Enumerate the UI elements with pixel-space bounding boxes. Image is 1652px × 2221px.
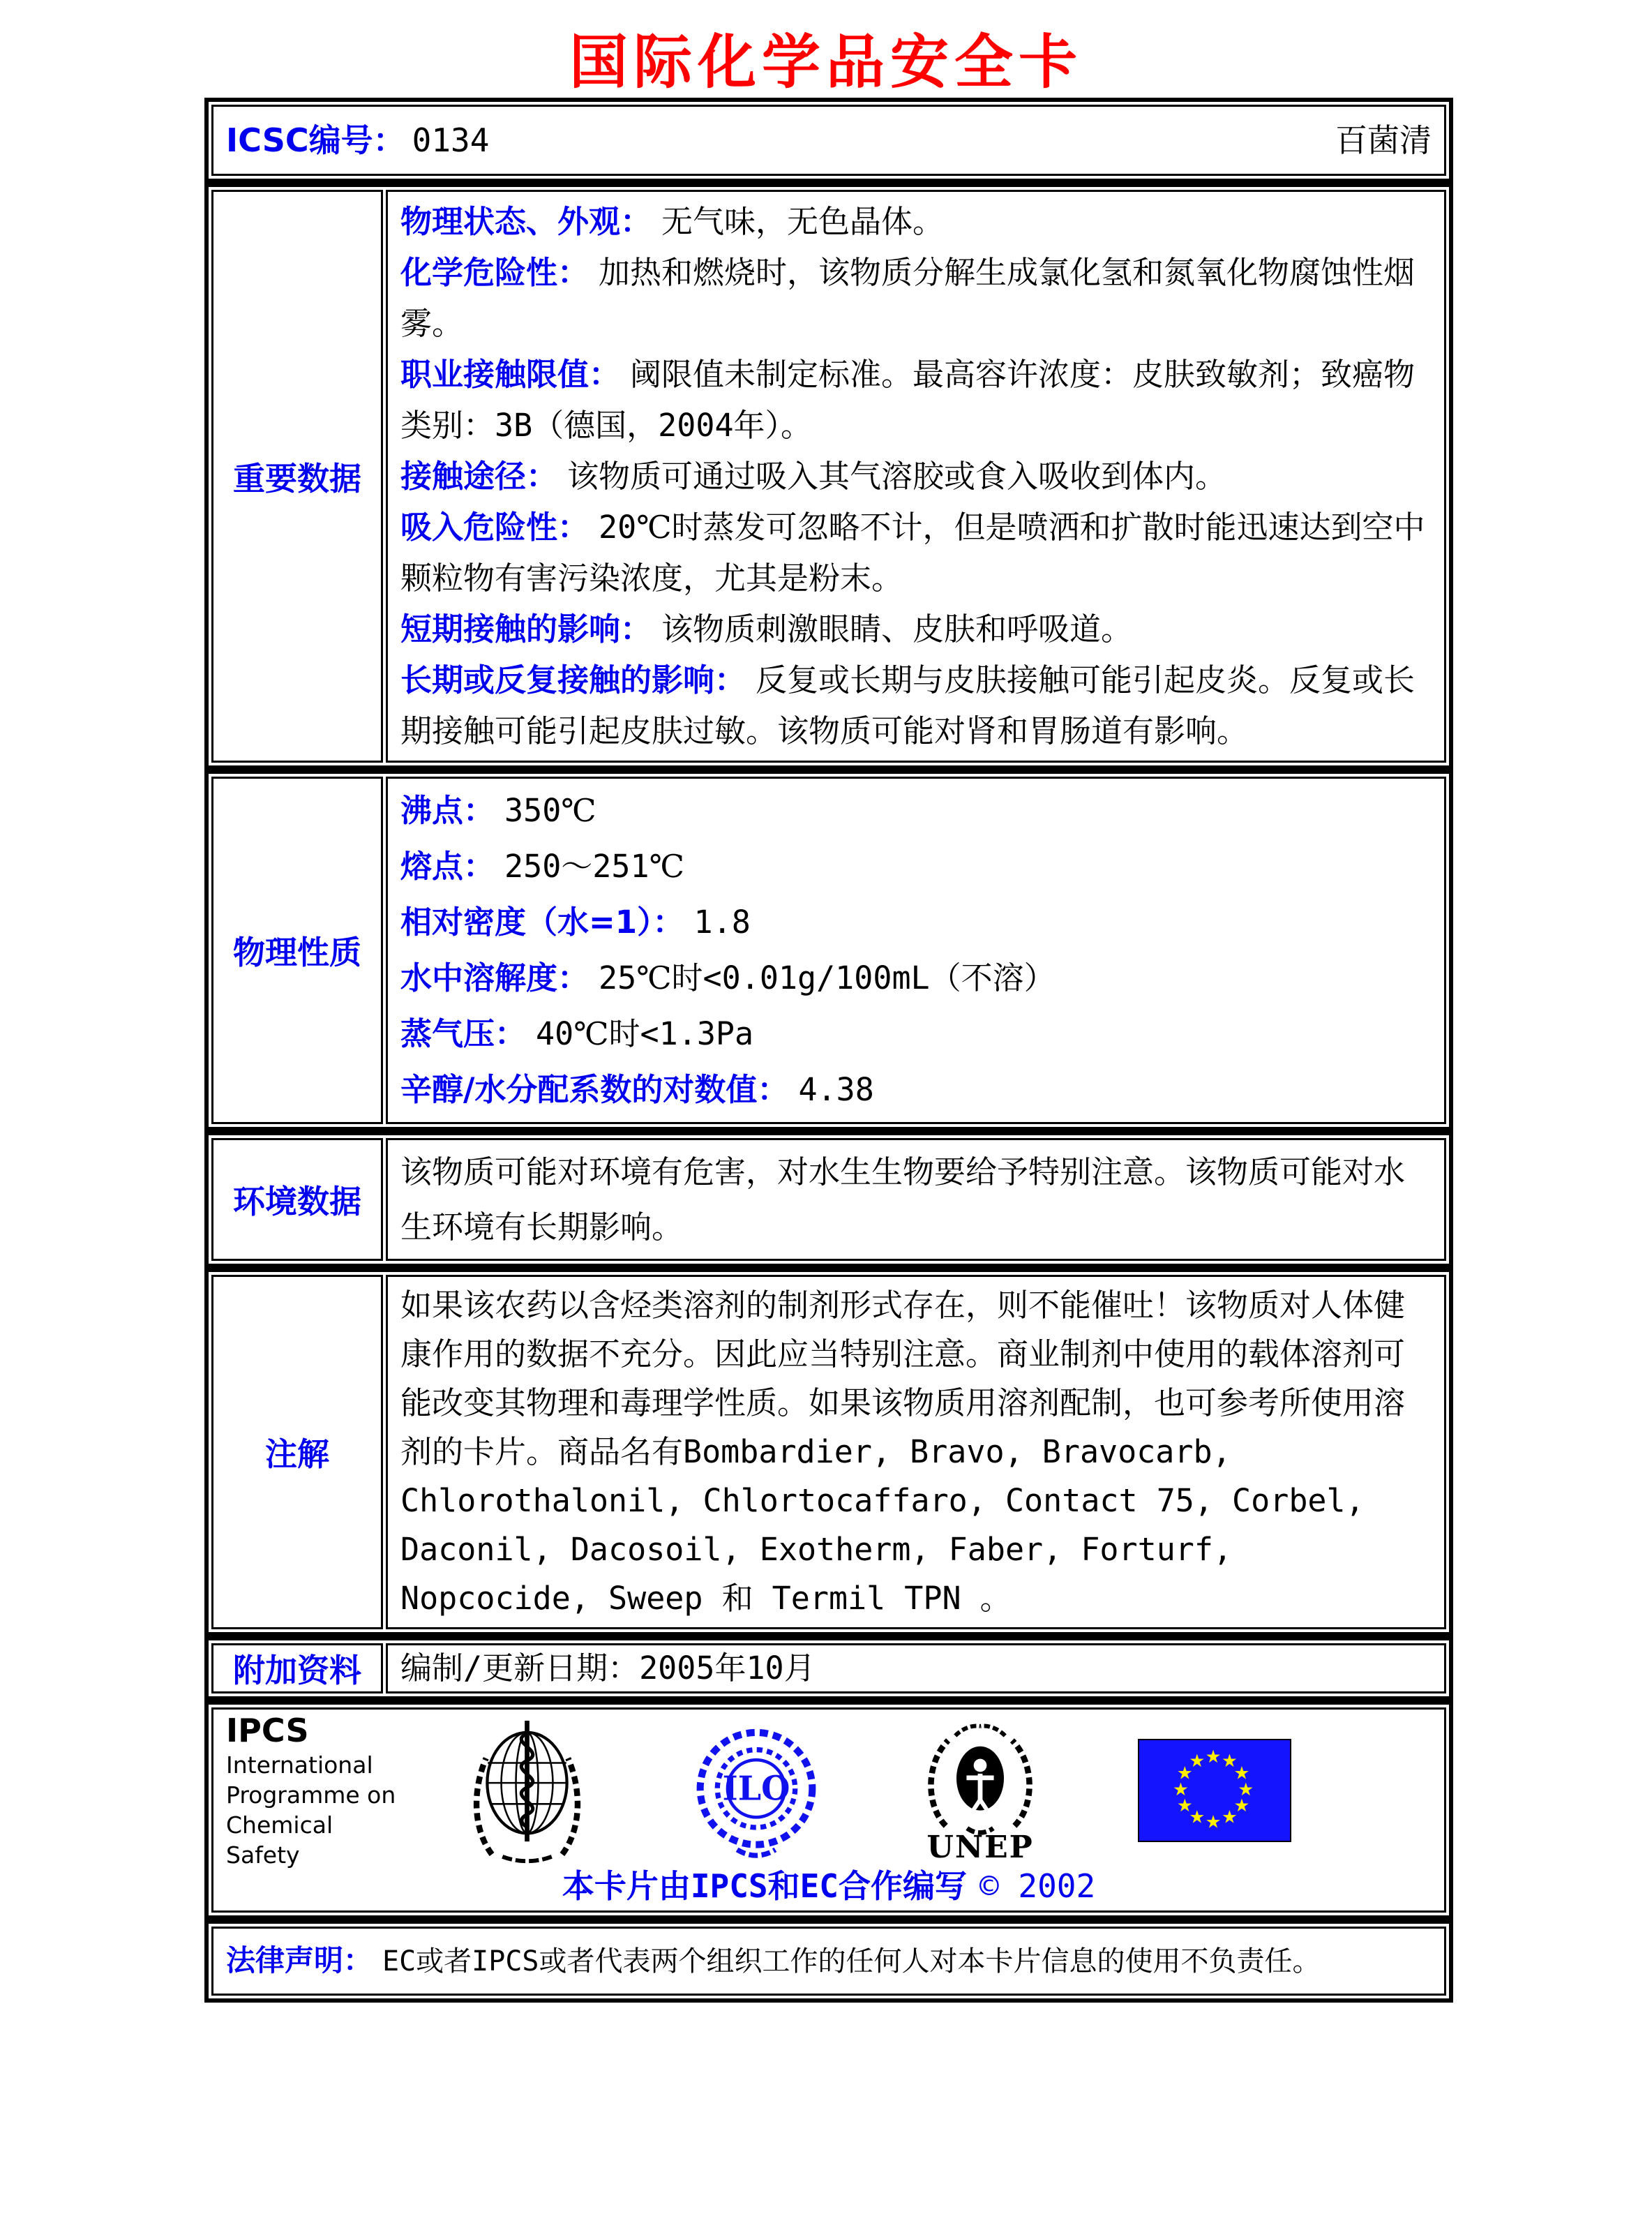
who-logo-icon <box>463 1717 592 1864</box>
physical-properties-label: 物理性质 <box>211 777 383 1124</box>
section-important-data <box>204 183 1453 770</box>
physical-property-item: 相对密度（水=1）： 1.8 <box>400 904 751 941</box>
section-header <box>204 98 1453 183</box>
important-data-item: 职业接触限值： 阈限值未制定标准。最高容许浓度：皮肤致敏剂；致癌物类别：3B（德国，2004年）。 <box>400 356 1416 444</box>
section-environmental-data <box>204 1131 1453 1268</box>
important-data-item: 物理状态、外观： 无气味，无色晶体。 <box>400 203 945 240</box>
notes-label: 注解 <box>211 1275 383 1629</box>
ipcs-acronym: IPCS <box>226 1712 309 1749</box>
legal-label: 法律声明： <box>226 1943 373 1977</box>
svg-text:★: ★ <box>1238 1779 1254 1800</box>
additional-info-label: 附加资料 <box>211 1643 383 1693</box>
svg-text:★: ★ <box>1233 1763 1250 1783</box>
svg-text:★: ★ <box>1222 1807 1238 1827</box>
important-data-item: 长期或反复接触的影响： 反复或长期与皮肤接触可能引起皮炎。反复或长期接触可能引起皮肤过敏。该物质可能对肾和胃肠道有影响。 <box>400 661 1416 749</box>
legal-text: EC或者IPCS或者代表两个组织工作的任何人对本卡片信息的使用不负责任。 <box>382 1945 1321 1977</box>
update-date-label: 编制/更新日期： <box>400 1650 640 1687</box>
svg-text:★: ★ <box>1189 1807 1206 1827</box>
eu-flag-icon <box>1138 1739 1291 1842</box>
physical-property-item: 沸点： 350℃ <box>400 792 596 829</box>
ilo-logo-icon <box>690 1717 823 1864</box>
ipcs-subline: Programme on <box>226 1781 396 1809</box>
physical-properties-content <box>386 777 1446 1124</box>
logo-strip <box>413 1717 1341 1864</box>
physical-property-item: 辛醇/水分配系数的对数值： 4.38 <box>400 1071 874 1108</box>
copyright-text: © 2002 <box>979 1867 1096 1905</box>
unep-logo-text: UNEP <box>926 1830 1034 1865</box>
notes-content <box>386 1275 1446 1629</box>
legal-row <box>211 1927 1446 1996</box>
section-notes <box>204 1268 1453 1636</box>
icsc-number-group <box>226 111 489 170</box>
important-data-item: 短期接触的影响： 该物质刺激眼睛、皮肤和呼吸道。 <box>400 611 1133 648</box>
ipcs-text-block <box>226 1711 413 1870</box>
ipcs-subline: Chemical Safety <box>226 1811 333 1869</box>
environmental-data-content <box>386 1138 1446 1261</box>
important-data-item: 化学危险性： 加热和燃烧时，该物质分解生成氯化氢和氮氧化物腐蚀性烟雾。 <box>400 254 1416 342</box>
icsc-number-value: 0134 <box>412 121 490 159</box>
section-additional-info <box>204 1636 1453 1700</box>
svg-text:★: ★ <box>1233 1795 1250 1816</box>
svg-text:★: ★ <box>1177 1763 1193 1783</box>
svg-text:★: ★ <box>1177 1795 1193 1816</box>
environmental-data-text: 该物质可能对环境有危害，对水生生物要给予特别注意。该物质可能对水生环境有长期影响。 <box>400 1153 1406 1246</box>
svg-text:★: ★ <box>1173 1779 1189 1800</box>
svg-text:★: ★ <box>1206 1811 1222 1832</box>
svg-text:★: ★ <box>1189 1750 1206 1771</box>
unep-logo-icon <box>921 1718 1039 1863</box>
ipcs-subline: International <box>226 1751 373 1779</box>
icsc-number-label: ICSC编号： <box>226 121 405 159</box>
icsc-card <box>204 98 1453 2003</box>
update-date-value: 2005年10月 <box>639 1650 816 1687</box>
header-row <box>211 105 1446 176</box>
logos-row <box>211 1707 1446 1913</box>
important-data-item: 接触途径： 该物质可通过吸入其气溶胶或食入吸收到体内。 <box>400 458 1227 495</box>
important-data-item: 吸入危险性： 20℃时蒸发可忽略不计，但是喷洒和扩散时能迅速达到空中颗粒物有害污染浓度，尤其是粉末。 <box>400 509 1425 597</box>
physical-property-item: 水中溶解度： 25℃时<0.01g/100mL（不溶） <box>400 959 1056 996</box>
important-data-content <box>386 190 1446 763</box>
chemical-name: 百菌清 <box>1335 121 1432 159</box>
cooperation-caption <box>226 1866 1432 1906</box>
cooperation-caption-text: 本卡片由IPCS和EC合作编写 <box>562 1867 967 1905</box>
section-physical-properties <box>204 770 1453 1131</box>
svg-text:★: ★ <box>1206 1747 1222 1767</box>
physical-property-item: 熔点： 250～251℃ <box>400 848 684 885</box>
svg-text:★: ★ <box>1222 1750 1238 1771</box>
additional-info-content <box>386 1643 1446 1693</box>
section-logos <box>204 1700 1453 1920</box>
important-data-label: 重要数据 <box>211 190 383 763</box>
page-title: 国际化学品安全卡 <box>569 27 1083 96</box>
environmental-data-label: 环境数据 <box>211 1138 383 1261</box>
notes-text: 如果该农药以含烃类溶剂的制剂形式存在，则不能催吐！该物质对人体健康作用的数据不充分。因此应当特别注意。商业制剂中使用的载体溶剂可能改变其物理和毒理学性质。如果该物质用溶剂配制，也可参考所使用溶剂的卡片。商品名有Bombardier, Bravo, Bravocarb, Chlorothalonil, Chlortocaffaro, Contact 75, Corbel, Daconil, Dacosoil, Exotherm, Faber, Forturf, Nopcocide, Sweep 和 Termil TPN 。 <box>400 1287 1406 1617</box>
section-legal <box>204 1920 1453 2003</box>
ilo-logo-text: ILO <box>722 1769 790 1809</box>
physical-property-item: 蒸气压： 40℃时<1.3Pa <box>400 1015 754 1052</box>
